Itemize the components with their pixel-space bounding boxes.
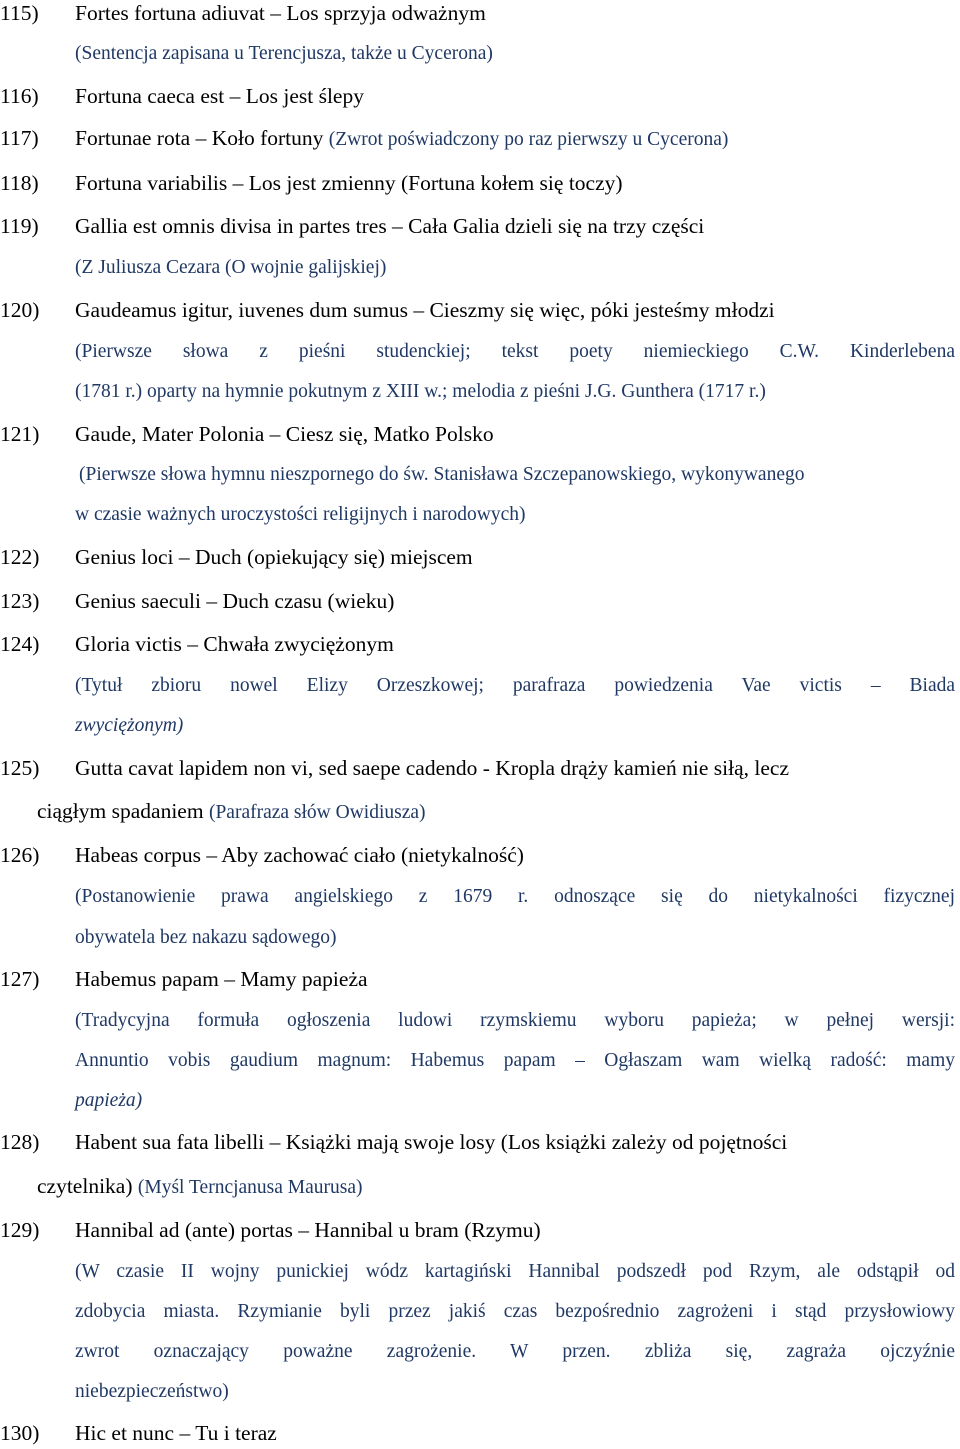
entry-text: Gallia est omnis divisa in partes tres – Cała Galia dzieli się na trzy części bbox=[75, 214, 705, 238]
entry-note-line: w czasie ważnych uroczystości religijnych i narodowych) bbox=[75, 504, 526, 525]
entry-number: 127) bbox=[0, 967, 40, 991]
entry-number: 117) bbox=[0, 126, 39, 150]
entry-note-line: (Postanowienie prawa angielskiego z 1679 r. odnoszące się do nietykalności fizycznej bbox=[75, 886, 955, 907]
entry-number: 115) bbox=[0, 1, 39, 25]
entry-note-line: zwrot oznaczający poważne zagrożenie. W przen. zbliża się, zagraża ojczyźnie bbox=[75, 1341, 955, 1362]
entry-number: 125) bbox=[0, 756, 40, 780]
entry-text: Habeas corpus – Aby zachować ciało (nietykalność) bbox=[75, 843, 524, 867]
entry-text: Habent sua fata libelli – Książki mają swoje losy (Los książki zależy od pojętności bbox=[75, 1130, 788, 1154]
entry-text: Gaudeamus igitur, iuvenes dum sumus – Cieszmy się więc, póki jesteśmy młodzi bbox=[75, 298, 775, 322]
entry-text: Fortunae rota – Koło fortuny bbox=[75, 126, 324, 150]
entry-text: Gutta cavat lapidem non vi, sed saepe cadendo - Kropla drąży kamień nie siłą, lecz bbox=[75, 756, 789, 780]
entry-inline-note: (Zwrot poświadczony po raz pierwszy u Cycerona) bbox=[328, 129, 729, 150]
entry-number: 120) bbox=[0, 298, 40, 322]
entry-number: 118) bbox=[0, 171, 39, 195]
entry-text: Fortuna caeca est – Los jest ślepy bbox=[75, 84, 364, 108]
entry-number: 119) bbox=[0, 214, 39, 238]
entry-text: Hic et nunc – Tu i teraz bbox=[75, 1421, 277, 1445]
entry-continuation-text: ciągłym spadaniem bbox=[37, 799, 204, 823]
entry-note-line: papieża) bbox=[75, 1090, 143, 1111]
entry-text: Fortes fortuna adiuvat – Los sprzyja odważnym bbox=[75, 1, 486, 25]
entry-number: 122) bbox=[0, 545, 40, 569]
entry-note-line: Annuntio vobis gaudium magnum: Habemus papam – Ogłaszam wam wielką radość: mamy bbox=[75, 1050, 955, 1071]
entry-note-line: zdobycia miasta. Rzymianie byli przez jakiś czas bezpośrednio zagrożeni i stąd przysłowiowy bbox=[75, 1301, 955, 1322]
entry-text: Gaude, Mater Polonia – Ciesz się, Matko Polsko bbox=[75, 422, 494, 446]
entry-note-line: obywatela bez nakazu sądowego) bbox=[75, 927, 337, 948]
entry-note-line: (1781 r.) oparty na hymnie pokutnym z XIII w.; melodia z pieśni J.G. Gunthera (1717 r.) bbox=[75, 381, 766, 402]
entry-number: 126) bbox=[0, 843, 40, 867]
entry-text: Habemus papam – Mamy papieża bbox=[75, 967, 368, 991]
entry-number: 121) bbox=[0, 422, 40, 446]
entry-number: 123) bbox=[0, 589, 40, 613]
entry-note-line: (Tytuł zbioru nowel Elizy Orzeszkowej; parafraza powiedzenia Vae victis – Biada bbox=[75, 675, 955, 696]
entry-note-line: (W czasie II wojny punickiej wódz kartagiński Hannibal podszedł pod Rzym, ale odstąpił od bbox=[75, 1261, 955, 1282]
entry-note-line: (Tradycyjna formuła ogłoszenia ludowi rzymskiemu wyboru papieża; w pełnej wersji: bbox=[75, 1010, 955, 1031]
entry-number: 124) bbox=[0, 632, 40, 656]
entry-note-line: niebezpieczeństwo) bbox=[75, 1381, 229, 1402]
entry-continuation-note: (Myśl Terncjanusa Maurusa) bbox=[137, 1177, 363, 1198]
entry-note: (Sentencja zapisana u Terencjusza, także u Cycerona) bbox=[75, 43, 493, 64]
entry-note: (Z Juliusza Cezara (O wojnie galijskiej) bbox=[75, 257, 387, 278]
entry-continuation-note: (Parafraza słów Owidiusza) bbox=[208, 802, 426, 823]
entry-number: 130) bbox=[0, 1421, 40, 1445]
entry-number: 129) bbox=[0, 1218, 40, 1242]
entry-number: 128) bbox=[0, 1130, 40, 1154]
entry-text: Genius saeculi – Duch czasu (wieku) bbox=[75, 589, 395, 613]
entry-note-line: (Pierwsze słowa hymnu nieszpornego do św. Stanisława Szczepanowskiego, wykonywanego bbox=[79, 464, 805, 485]
entry-text: Hannibal ad (ante) portas – Hannibal u bram (Rzymu) bbox=[75, 1218, 541, 1242]
entry-continuation bbox=[37, 1173, 363, 1201]
entry-text: Genius loci – Duch (opiekujący się) miejscem bbox=[75, 545, 473, 569]
entry-continuation-text: czytelnika) bbox=[37, 1174, 133, 1198]
entry-text: Gloria victis – Chwała zwyciężonym bbox=[75, 632, 394, 656]
entry-number: 116) bbox=[0, 84, 39, 108]
entry-note-line: (Pierwsze słowa z pieśni studenckiej; tekst poety niemieckiego C.W. Kinderlebena bbox=[75, 341, 955, 362]
entry-continuation bbox=[37, 798, 426, 826]
entry-text: Fortuna variabilis – Los jest zmienny (Fortuna kołem się toczy) bbox=[75, 171, 623, 195]
entry-note-line: zwyciężonym) bbox=[75, 715, 184, 736]
